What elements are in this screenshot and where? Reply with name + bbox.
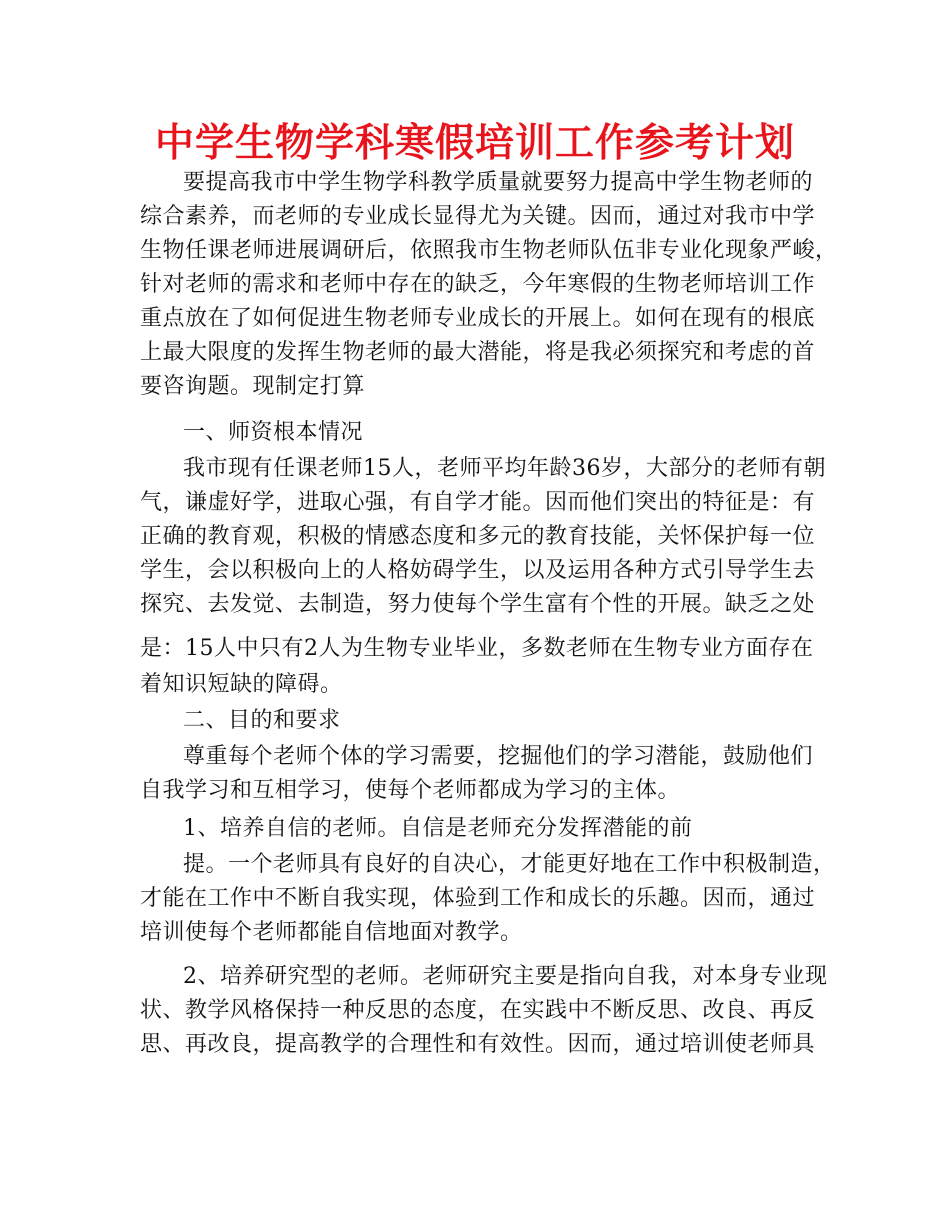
- text-line: 着知识短缺的障碍。: [140, 672, 343, 697]
- text-line: 生物任课老师进展调研后，依照我市生物老师队伍非专业化现象严峻，: [140, 238, 838, 263]
- text-line: 综合素养，而老师的专业成长显得尤为关键。因而，通过对我市中学: [140, 204, 816, 229]
- text-line: 气，谦虚好学，进取心强，有自学才能。因而他们突出的特征是：有: [140, 490, 816, 515]
- text-line: 重点放在了如何促进生物老师专业成长的开展上。如何在现有的根底: [140, 306, 816, 331]
- text-line: 2、培养研究型的老师。老师研究主要是指向自我，对本身专业现: [183, 964, 828, 989]
- text-line: 1、培养自信的老师。自信是老师充分发挥潜能的前: [183, 816, 693, 841]
- text-line: 探究、去发觉、去制造，努力使每个学生富有个性的开展。缺乏之处: [140, 592, 816, 617]
- text-line: 培训使每个老师都能自信地面对教学。: [140, 920, 523, 945]
- section-heading: 二、目的和要求: [183, 708, 341, 733]
- text-line: 上最大限度的发挥生物老师的最大潜能，将是我必须探究和考虑的首: [140, 340, 816, 365]
- text-line: 是：15人中只有2人为生物专业毕业，多数老师在生物专业方面存在: [140, 636, 814, 661]
- text-line: 针对老师的需求和老师中存在的缺乏，今年寒假的生物老师培训工作: [140, 272, 816, 297]
- text-line: 才能在工作中不断自我实现，体验到工作和成长的乐趣。因而，通过: [140, 886, 816, 911]
- text-line: 尊重每个老师个体的学习需要，挖掘他们的学习潜能，鼓励他们: [183, 744, 814, 769]
- text-line: 正确的教育观，积极的情感态度和多元的教育技能，关怀保护每一位: [140, 524, 816, 549]
- document-title: 中学生物学科寒假培训工作参考计划: [154, 121, 795, 166]
- text-line: 要提高我市中学生物学科教学质量就要努力提高中学生物老师的: [183, 170, 814, 195]
- text-line: 状、教学风格保持一种反思的态度，在实践中不断反思、改良、再反: [140, 998, 816, 1023]
- text-line: 自我学习和互相学习，使每个老师都成为学习的主体。: [140, 778, 681, 803]
- text-line: 我市现有任课老师15人，老师平均年龄36岁，大部分的老师有朝: [183, 456, 826, 481]
- text-line: 要咨询题。现制定打算: [140, 374, 366, 399]
- text-line: 学生，会以积极向上的人格妨碍学生，以及运用各种方式引导学生去: [140, 558, 816, 583]
- section-heading: 一、师资根本情况: [183, 420, 364, 445]
- text-line: 思、再改良，提高教学的合理性和有效性。因而，通过培训使老师具: [140, 1032, 816, 1057]
- text-line: 提。一个老师具有良好的自决心，才能更好地在工作中积极制造，: [183, 852, 836, 877]
